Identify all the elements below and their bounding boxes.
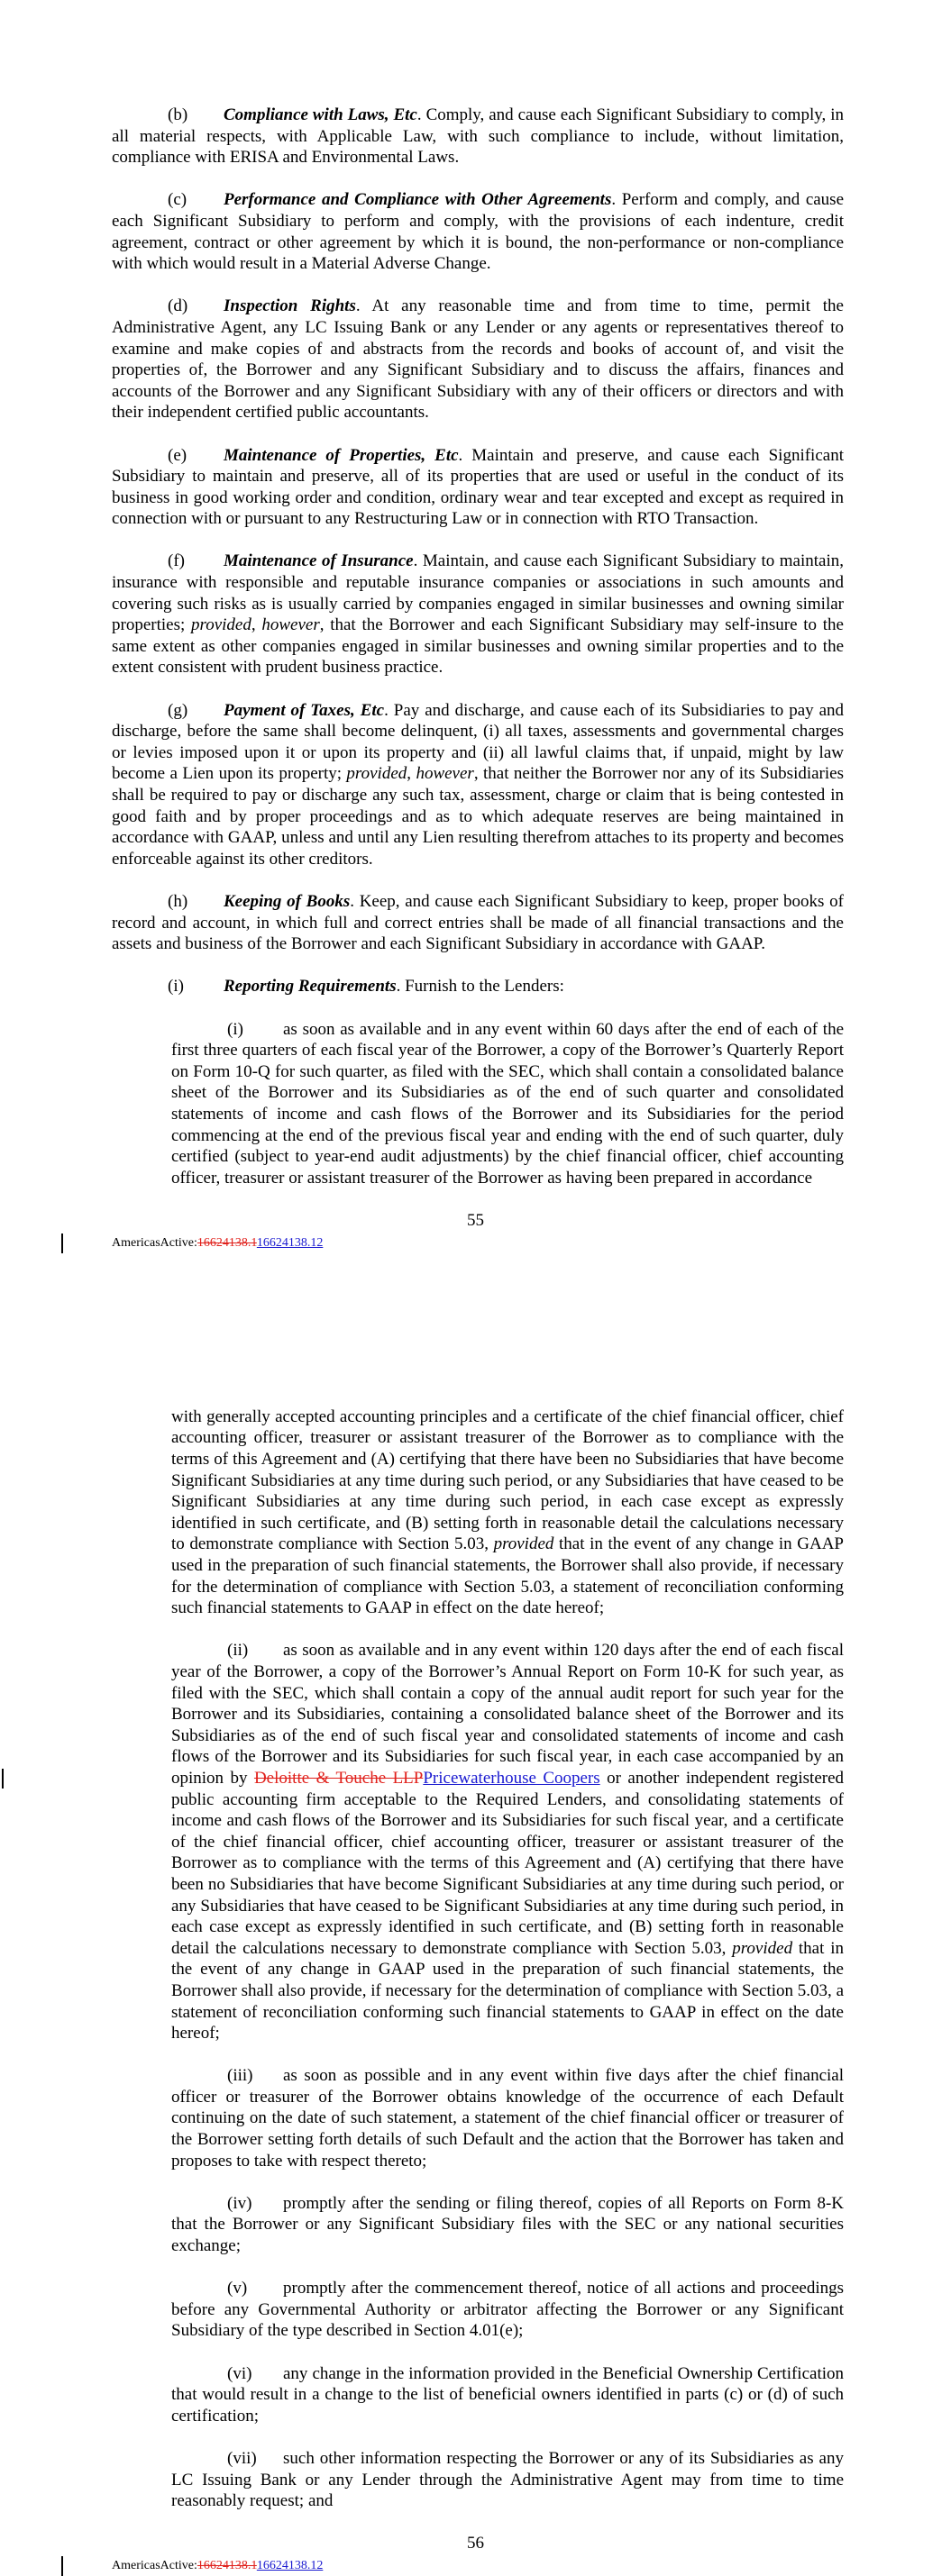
change-bar (61, 1233, 63, 1253)
change-bar (61, 2556, 63, 2576)
footer-doc-id: AmericasActive:16624138.116624138.12 (112, 1235, 951, 1252)
footer-doc-id: AmericasActive:16624138.116624138.12 (112, 2558, 951, 2574)
section-i: (i) Reporting Requirements. Furnish to the Lenders: (168, 977, 564, 997)
subsection-v: (v) promptly after the commencement thereof, notice of all actions and proceedings before any Governmental Authority or arbitrator affecting the Borrower or any Significant Subsidiary of the type described in Section 4.01(e); (171, 2279, 844, 2341)
section-g: (g) Payment of Taxes, Etc. Pay and discharge, and cause each of its Subsidiaries to pay and discharge, before the same shall become delinquent, (i) all taxes, assessments and governmental charges or levies imposed upon it or upon its property and (ii) all lawful claims that, if unpaid, might by law become a Lien upon its property; provided, however, that neither the Borrower nor any of its Subsidiaries shall be required to pay or discharge any such tax, assessment, charge or claim that is being contested in good faith and by proper proceedings and as to which adequate reserves are being maintained in accordance with GAAP, unless and until any Lien resulting therefrom attaches to its property and becomes enforceable against its other creditors. (112, 700, 845, 869)
subsection-i: (i) as soon as available and in any event within 60 days after the end of each of the first three quarters of each fiscal year of the Borrower, a copy of the Borrower’s Quarterly Report on Form 10-Q for such quarter, as filed with the SEC, which shall contain a consolidated balance sheet of the Borrower and its Subsidiaries as of the end of such quarter and consolidated statements of income and cash flows of the Borrower and its Subsidiaries for the period commencing at the end of the previous fiscal year and ending with the end of such quarter, duly certified (subject to year-end audit adjustments) by the chief financial officer, chief accounting officer, treasurer or assistant treasurer of the Borrower as having been prepared in accordance (171, 1019, 844, 1188)
page-number: 56 (467, 2534, 484, 2553)
subsection-iv: (iv) promptly after the sending or filing thereof, copies of all Reports on Form 8-K that the Borrower or any Significant Subsidiary files with the SEC or any national securities exchange; (171, 2193, 844, 2256)
page-number: 55 (467, 1210, 484, 1230)
subsection-vii: (vii) such other information respecting the Borrower or any of its Subsidiaries as any LC Issuing Bank or any Lender through the Administrative Agent may from time to time reasonably request; and (171, 2448, 844, 2511)
section-c: (c) Performance and Compliance with Other Agreements. Perform and comply, and cause each Significant Subsidiary to perform and comply, with the provisions of each indenture, credit agreement, contract or other agreement by which it is bound, the non-performance or non-compliance with which would result in a Material Adverse Change. (112, 190, 845, 274)
subsection-i-continued: with generally accepted accounting principles and a certificate of the chief financial officer, chief accounting officer, treasurer or assistant treasurer of the Borrower as to compliance with the terms of this Agreement and (A) certifying that there have been no Subsidiaries that have become Significant Subsidiaries at any time during such period, or any Subsidiaries that have ceased to be Significant Subsidiaries at any time during such period, in each case except as expressly identified in such certificate, and (B) setting forth in reasonable detail the calculations necessary to demonstrate compliance with Section 5.03, provided that in the event of any change in GAAP used in the preparation of such financial statements, the Borrower shall also provide, if necessary for the determination of compliance with Section 5.03, a statement of reconciliation conforming such financial statements to GAAP in effect on the date hereof; (171, 1406, 844, 1618)
section-d: (d) Inspection Rights. At any reasonable time and from time to time, permit the Administrative Agent, any LC Issuing Bank or any Lender or any agents or representatives thereof to examine and make copies of and abstracts from the records and books of account of, and visit the properties of, the Borrower and any Significant Subsidiary and to discuss the affairs, finances and accounts of the Borrower and any Significant Subsidiary with any of their officers or directors and with their independent certified public accountants. (112, 296, 844, 423)
subsection-ii: (ii) as soon as available and in any event within 120 days after the end of each fiscal year of the Borrower, a copy of the Borrower’s Annual Report on Form 10-K for such year, as filed with the SEC, which shall contain a copy of the annual audit report for such year for the Borrower and its Subsidiaries, containing a consolidated balance sheet of the Borrower and its Subsidiaries as of the end of such fiscal year and consolidated statements of income and cash flows of the Borrower and its Subsidiaries for such fiscal year, in each case accompanied by an opinion by Deloitte & Touche LLPPricewaterhouse Coopers or another independent registered public accounting firm acceptable to the Required Lenders, and consolidating statements of income and cash flows of the Borrower and its Subsidiaries for such fiscal year, and a certificate of the chief financial officer, chief accounting officer, treasurer or assistant treasurer of the Borrower as to compliance with the terms of this Agreement and (A) certifying that there have been no Subsidiaries that have become Significant Subsidiaries at any time during such period, or any Subsidiaries that have ceased to be Significant Subsidiaries at any time during such period, in each case except as expressly identified in such certificate, and (B) setting forth in reasonable detail the calculations necessary to demonstrate compliance with Section 5.03, provided that in the event of any change in GAAP used in the preparation of such financial statements, the Borrower shall also provide, if necessary for the determination of compliance with Section 5.03, a statement of reconciliation conforming such financial statements to GAAP in effect on the date hereof; (171, 1640, 844, 2044)
subsection-iii: (iii) as soon as possible and in any event within five days after the chief financial officer or treasurer of the Borrower obtains knowledge of the occurrence of each Default continuing on the date of such statement, a statement of the chief financial officer or treasurer of the Borrower setting forth details of such Default and the action that the Borrower has taken and proposes to take with respect thereto; (171, 2066, 844, 2171)
change-bar (2, 1769, 4, 1789)
section-f: (f) Maintenance of Insurance. Maintain, and cause each Significant Subsidiary to maintain, insurance with responsible and reputable insurance companies or associations in such amounts and covering such risks as is usually carried by companies engaged in similar businesses and owning similar properties; provided, however, that the Borrower and each Significant Subsidiary may self-insure to the same extent as other companies engaged in similar businesses and owning similar properties and to the extent consistent with prudent business practice. (112, 551, 845, 678)
page-56-body (112, 1406, 844, 2512)
page-55-body (112, 105, 844, 1188)
section-e: (e) Maintenance of Properties, Etc. Maintain and preserve, and cause each Significant Subsidiary to maintain and preserve, all of its properties that are used or useful in the conduct of its business in good working order and condition, ordinary wear and tear excepted and except as required in connection with or pursuant to any Restructuring Law or in connection with RTO Transaction. (112, 445, 844, 529)
section-h: (h) Keeping of Books. Keep, and cause each Significant Subsidiary to keep, proper books of record and account, in which full and correct entries shall be made of all financial transactions and the assets and business of the Borrower and each Significant Subsidiary in accordance with GAAP. (112, 891, 844, 954)
subsection-vi: (vi) any change in the information provided in the Beneficial Ownership Certification that would result in a change to the list of beneficial owners identified in parts (c) or (d) of such certification; (171, 2363, 844, 2426)
section-b: (b) Compliance with Laws, Etc. Comply, and cause each Significant Subsidiary to comply, in all material respects, with Applicable Law, with such compliance to include, without limitation, compliance with ERISA and Environmental Laws. (112, 105, 844, 168)
